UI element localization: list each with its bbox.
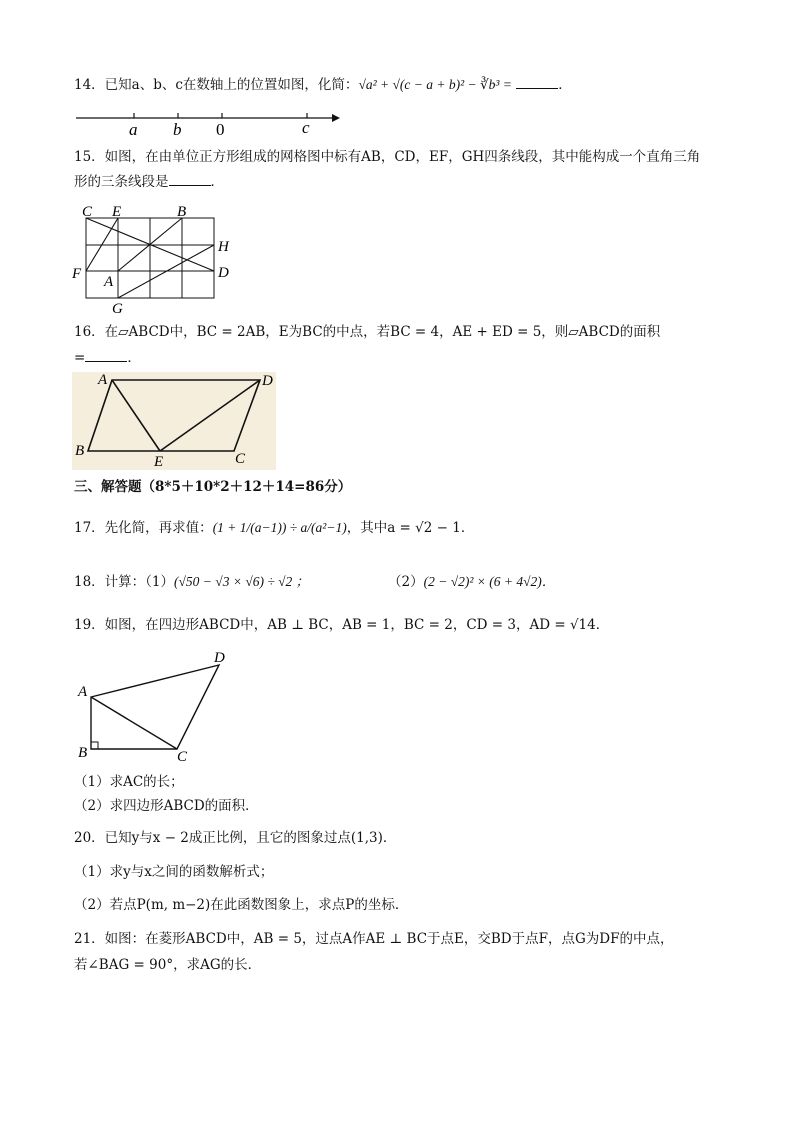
q16-point-d: D (262, 373, 273, 389)
q20-sub1: （1）求y与x之间的函数解析式； (74, 864, 274, 880)
q15-line2 (74, 171, 224, 192)
q19-point-b: B (78, 745, 88, 761)
q17-condition: ，其中a = √2 − 1． (346, 520, 475, 536)
q15-point-e: E (112, 204, 122, 220)
q15-point-b: B (177, 204, 187, 220)
q19-point-d: D (214, 650, 225, 666)
q19-sub2: （2）求四边形ABCD的面积． (74, 798, 259, 814)
q19-stem: 19．如图，在四边形ABCD中，AB ⊥ BC，AB = 1，BC = 2，CD = 3，AD = √14． (74, 617, 610, 633)
q20-stem: 20．已知y与x − 2成正比例，且它的图象过点(1,3)． (74, 830, 397, 846)
q16-line2-prefix: = (74, 350, 86, 366)
q16-line2 (74, 347, 141, 368)
q14-number-line (74, 104, 344, 140)
q21-line1: 21．如图：在菱形ABCD中，AB = 5，过点A作AE ⊥ BC于点E，交BD于点F，点G为DF的中点， (74, 931, 674, 947)
q15-line1: 15．如图，在由单位正方形组成的网格图中标有AB，CD，EF，GH四条线段，其中能构成一个直角三角 (74, 149, 701, 165)
q14-label-c: c (302, 118, 310, 137)
q15-point-a: A (104, 274, 114, 290)
q15-point-g: G (112, 301, 123, 316)
q19-point-c: C (177, 749, 188, 765)
q16-line2-suffix: ． (127, 350, 141, 366)
q14-label-zero: 0 (216, 120, 225, 139)
q14-label-b: b (173, 120, 182, 139)
q21-line2: 若∠BAG = 90°，求AG的长． (74, 957, 262, 973)
q14-text (74, 74, 572, 95)
q17-prefix: 17．先化简，再求值： (74, 520, 213, 536)
q19-point-a: A (78, 684, 88, 700)
q15-point-h: H (218, 239, 229, 255)
q14-expression: √a² + √(c − a + b)² − ∛b³ = (358, 77, 512, 92)
q18-prefix: 18．计算：（1） (74, 574, 175, 590)
q20-sub2: （2）若点P(m, m−2)在此函数图象上，求点P的坐标． (74, 897, 409, 913)
q19-lines (91, 665, 219, 749)
q18-part2 (388, 572, 555, 592)
q16-point-a: A (98, 372, 108, 388)
q18-text (74, 572, 309, 592)
q14-label-a: a (129, 120, 138, 139)
q16-answer-blank[interactable] (85, 347, 127, 362)
q15-line2-prefix: 形的三条线段是 (74, 174, 169, 190)
q15-point-d: D (218, 265, 229, 281)
q15-point-c: C (82, 204, 93, 220)
q14-prefix: 14．已知a、b、c在数轴上的位置如图，化简： (74, 77, 359, 93)
q15-point-f: F (72, 266, 82, 282)
q16-point-e: E (154, 454, 164, 470)
q16-line1: 16．在▱ABCD中，BC = 2AB，E为BC的中点，若BC = 4，AE + ED = 5，则▱ABCD的面积 (74, 324, 661, 340)
q18-expression-1: (√50 − √3 × √6) ÷ √2 ； (174, 574, 310, 589)
q16-parallelogram-figure (72, 372, 276, 470)
q14-suffix: ． (558, 77, 572, 93)
q18-label-2: （2） (388, 574, 424, 590)
q19-sub1: （1）求AC的长； (74, 774, 184, 790)
q15-answer-blank[interactable] (169, 171, 211, 186)
q15-grid-figure (70, 200, 240, 316)
q17-expression: (1 + 1/(a−1)) ÷ a/(a²−1) (212, 520, 347, 535)
q18-expression-2: (2 − √2)² × (6 + 4√2)． (423, 574, 556, 589)
q17-text (74, 518, 474, 538)
q16-point-b: B (75, 443, 85, 459)
q19-quadrilateral-figure (74, 648, 234, 766)
q14-answer-blank[interactable] (516, 74, 558, 89)
section-heading: 三、解答题（8*5＋10*2＋12＋14=86分） (74, 479, 352, 495)
q16-point-c: C (235, 451, 246, 467)
q15-line2-suffix: ． (210, 174, 224, 190)
